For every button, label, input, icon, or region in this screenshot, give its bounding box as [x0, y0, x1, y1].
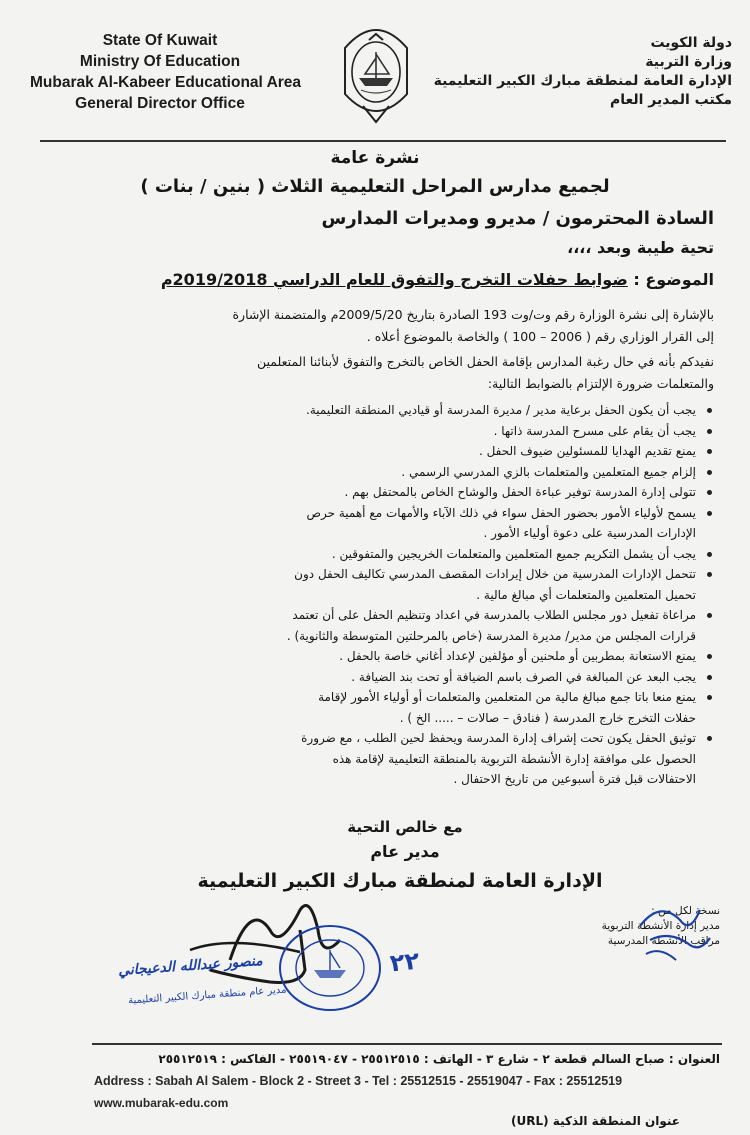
signature-stamp-graphics — [0, 890, 750, 1040]
header-divider — [40, 140, 726, 142]
rule-line: الإدارات المدرسية على دعوة أولياء الأمور . — [483, 526, 696, 540]
audience-line: لجميع مدارس المراحل التعليمية الثلاث ( بنين / بنات ) — [140, 176, 610, 197]
header-en-line4: General Director Office — [75, 95, 245, 112]
subject-text: ضوابط حفلات التخرج والتفوق للعام الدراسي 2019/2018م — [160, 270, 628, 289]
website-label-arabic: عنوان المنطقة الذكية (URL) — [511, 1114, 680, 1128]
header-ar-line4: مكتب المدير العام — [609, 92, 732, 108]
rules-list — [24, 400, 714, 790]
rule-line: توثيق الحفل يكون تحت إشراف إدارة المدرسة ويحفظ لحين الطلب ، مع ضرورة — [301, 731, 696, 745]
rule-line: يمنع تقديم الهدايا للمسئولين ضيوف الحفل . — [478, 444, 696, 458]
rule-item — [24, 605, 714, 646]
rule-line: يسمح لأولياء الأمور بحضور الحفل سواء في ذلك الآباء والأمهات مع أهمية حرص — [306, 505, 696, 520]
copy-to-label: نسخة لكل من : — [651, 905, 720, 917]
rule-line: يمنع الاستعانة بمطربين أو ملحنين أو مؤلفين لإعداد أغاني خاصة بالحفل . — [339, 649, 696, 663]
rule-line: الحصول على موافقة إدارة الأنشطة التربوية بالمنطقة التعليمية لإقامة هذه — [332, 751, 696, 766]
paragraph-line: إلى القرار الوزاري رقم ( 2006 – 100 ) والخاصة بالموضوع أعلاه . — [366, 329, 714, 344]
rule-item — [24, 482, 714, 503]
rule-item — [24, 462, 714, 483]
rule-item — [24, 503, 714, 544]
rule-item — [24, 544, 714, 565]
header-ar-line3: الإدارة العامة لمنطقة مبارك الكبير التعليمية — [433, 73, 732, 89]
rule-line: يجب أن يقام على مسرح المدرسة ذاتها . — [493, 423, 696, 438]
header-en-line1: State Of Kuwait — [102, 32, 218, 49]
rule-line: الاحتفالات قبل فترة أسبوعين من تاريخ الاحتفال . — [453, 772, 696, 786]
kuwait-emblem-icon — [333, 18, 419, 130]
header-arabic — [433, 34, 732, 110]
rule-item — [24, 667, 714, 688]
rule-line: قرارات المجلس من مدير/ مديرة المدرسة (خاص بالمرحلتين المتوسطة والثانوية) . — [286, 628, 696, 643]
rule-line: يجب البعد عن المبالغة في الصرف باسم الضيافة أو تحت بند الضيافة . — [351, 669, 696, 684]
closing-line: مع خالص التحية — [347, 818, 463, 836]
rule-line: يجب أن يشمل التكريم جميع المتعلمين والمتعلمات الخريجين والمتفوقين . — [331, 546, 696, 561]
signatory-title: مدير عام — [370, 842, 440, 861]
rule-line: مراعاة تفعيل دور مجلس الطلاب بالمدرسة في اعداد وتنظيم الحفل على أن تعتمد — [292, 608, 696, 622]
signatory-role: مدير عام منطقة مبارك الكبير التعليمية — [127, 984, 287, 1007]
salutation-line: تحية طيبة وبعد ،،،، — [567, 238, 714, 257]
rule-item — [24, 564, 714, 605]
rule-line: إلزام جميع المتعلمين والمتعلمات بالزي المدرسي الرسمي . — [401, 464, 696, 479]
rule-item — [24, 400, 714, 421]
subject-line — [161, 270, 714, 289]
footer-divider — [92, 1043, 722, 1045]
rule-line: تتولى إدارة المدرسة توفير عباءة الحفل والوشاح الخاص بالمحتفل بهم . — [344, 485, 696, 499]
document-title: نشرة عامة — [330, 148, 420, 168]
paragraph-line: بالإشارة إلى نشرة الوزارة رقم وت/وت 193 الصادرة بتاريخ 2009/5/20م والمتضمنة الإشارة — [232, 307, 714, 322]
subject-label: الموضوع : — [633, 270, 714, 289]
signatory-department: الإدارة العامة لمنطقة مبارك الكبير التعليمية — [197, 870, 603, 892]
header-en-line2: Ministry Of Education — [79, 53, 241, 70]
rule-item — [24, 441, 714, 462]
rule-item — [24, 728, 714, 790]
greeting-line: السادة المحترمون / مديرو ومديرات المدارس — [321, 208, 714, 229]
rule-line: تحميل المتعلمين والمتعلمات أي مبالغ مالية . — [476, 587, 696, 602]
initials-signature-icon — [640, 910, 710, 947]
copy-to-line1: مدير إدارة الأنشطة التربوية — [601, 920, 720, 932]
address-english: Address : Sabah Al Salem - Block 2 - Street 3 - Tel : 25512515 - 25519047 - Fax : 25512519 — [94, 1074, 623, 1088]
rule-item — [24, 687, 714, 728]
stamp-number: ٢٢ — [388, 946, 421, 978]
paragraph-line: نفيدكم بأنه في حال رغبة المدارس بإقامة الحفل الخاص بالتخرج والتفوق لأبنائنا المتعلمين — [256, 354, 714, 369]
copy-to-line2: مراقب الأنشطة المدرسية — [607, 935, 720, 947]
signatory-name: منصور عبدالله الدعيجاني — [117, 952, 264, 980]
rule-line: تتحمل الإدارات المدرسية من خلال إيرادات المقصف المدرسي تكاليف الحفل دون — [294, 567, 696, 581]
header-ar-line1: دولة الكويت — [650, 35, 732, 51]
address-arabic: العنوان : صباح السالم قطعة ٢ - شارع ٣ - الهاتف : ٢٥٥١٢٥١٥ - ٢٥٥١٩٠٤٧ - الفاكس : ٢٥٥١٢٥١٩ — [158, 1052, 720, 1066]
header-english — [30, 30, 302, 114]
rule-item — [24, 421, 714, 442]
paragraph-line: والمتعلمات ضرورة الإلتزام بالضوابط التالية: — [487, 376, 714, 391]
rule-line: يجب أن يكون الحفل برعاية مدير / مديرة المدرسة أو قياديي المنطقة التعليمية. — [306, 403, 696, 417]
header-ar-line2: وزارة التربية — [645, 54, 732, 70]
website-link[interactable]: www.mubarak-edu.com — [94, 1096, 229, 1110]
rule-item — [24, 646, 714, 667]
rule-line: حفلات التخرج خارج المدرسة ( فنادق – صالات – ..... الخ ) . — [399, 710, 696, 725]
header-en-line3: Mubarak Al-Kabeer Educational Area — [30, 74, 302, 91]
rule-line: يمنع منعا باتا جمع مبالغ مالية من المتعلمين والمتعلمات أو أولياء الأمور لإقامة — [318, 690, 696, 704]
